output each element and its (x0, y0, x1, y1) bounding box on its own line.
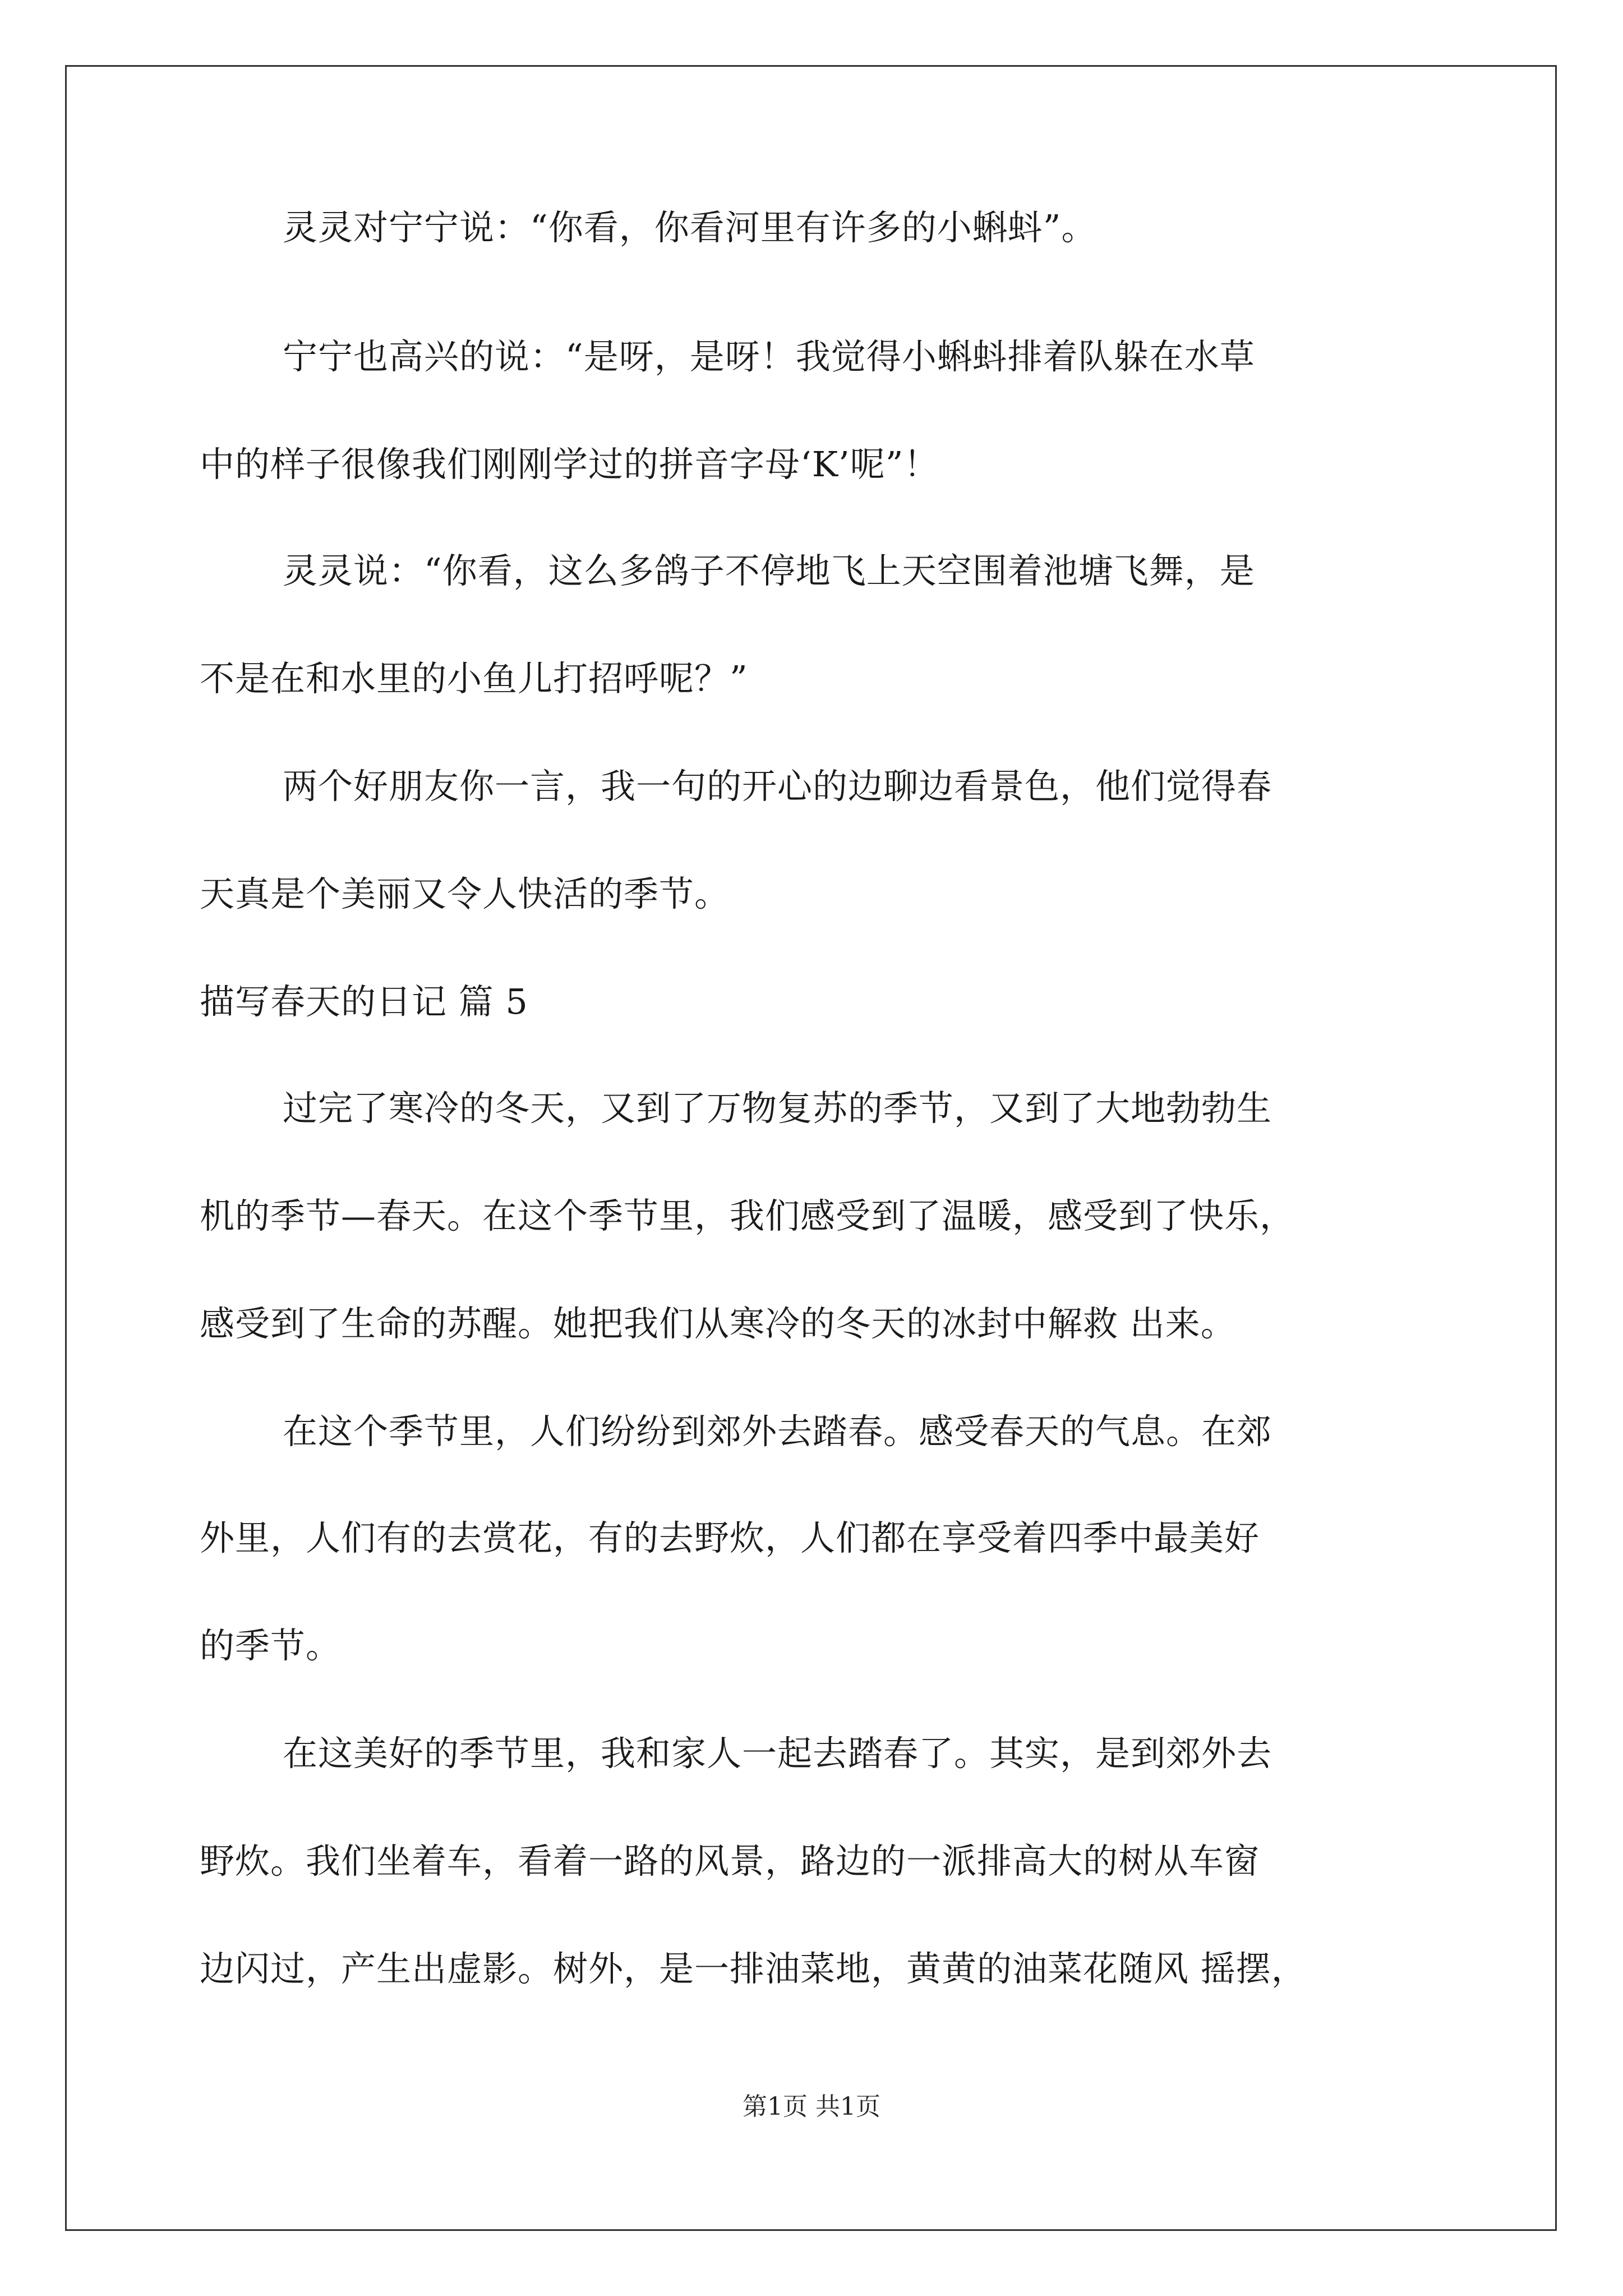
paragraph-line: 灵灵说：“你看，这么多鸽子不停地飞上天空围着池塘飞舞，是 (283, 550, 1255, 591)
paragraph-line: 感受到了生命的苏醒。她把我们从寒冷的冬天的冰封中解救 出来。 (200, 1303, 1236, 1344)
paragraph-line: 在这个季节里，人们纷纷到郊外去踏春。感受春天的气息。在郊 (283, 1411, 1272, 1452)
paragraph-line: 宁宁也高兴的说：“是呀，是呀！我觉得小蝌蚪排着队躲在水草 (283, 336, 1255, 377)
paragraph-line: 中的样子很像我们刚刚学过的拼音字母‘K’呢”！ (200, 444, 939, 485)
paragraph-line: 野炊。我们坐着车，看着一路的风景，路边的一派排高大的树从车窗 (200, 1841, 1260, 1881)
section-heading: 描写春天的日记 篇 5 (200, 981, 528, 1022)
paragraph-line: 边闪过，产生出虚影。树外，是一排油菜地，黄黄的油菜花随风 摇摆， (200, 1948, 1307, 1989)
paragraph-line: 过完了寒冷的冬天，又到了万物复苏的季节，又到了大地勃勃生 (283, 1088, 1272, 1129)
page-border (65, 65, 1557, 2231)
paragraph-line: 机的季节—春天。在这个季节里，我们感受到了温暖，感受到了快乐， (200, 1195, 1295, 1236)
paragraph-line: 灵灵对宁宁说：“你看，你看河里有许多的小蝌蚪”。 (283, 207, 1097, 248)
paragraph-line: 天真是个美丽又令人快活的季节。 (200, 873, 730, 914)
paragraph-line: 外里，人们有的去赏花，有的去野炊，人们都在享受着四季中最美好 (200, 1517, 1260, 1558)
paragraph-line: 在这美好的季节里，我和家人一起去踏春了。其实，是到郊外去 (283, 1733, 1272, 1774)
page-number: 第1页 共1页 (743, 2092, 880, 2121)
paragraph-line: 不是在和水里的小鱼儿打招呼呢？” (200, 658, 748, 699)
paragraph-line: 的季节。 (200, 1625, 342, 1666)
paragraph-line: 两个好朋友你一言，我一句的开心的边聊边看景色，他们觉得春 (283, 766, 1272, 807)
